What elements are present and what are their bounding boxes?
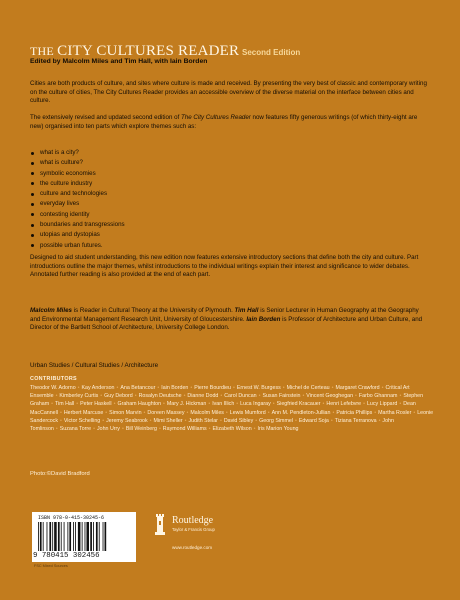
contributor-separator: • xyxy=(219,417,222,424)
second-edition-text-a: The extensively revised and updated second edition of xyxy=(30,114,182,121)
contributor-name: Carol Duncan xyxy=(224,393,257,400)
author-bios-paragraph xyxy=(30,307,430,333)
contributor-name: Martha Rosler xyxy=(378,409,412,416)
editors-line: Edited by Malcolm Miles and Tim Hall, with Iain Borden xyxy=(30,58,208,65)
contributor-name: Theodor W. Adorno xyxy=(30,385,76,391)
contributor-name: Herbert Marcuse xyxy=(63,409,104,416)
second-edition-text-b: now features fifty generous writings (of which thirty-eight are new) organised into ten parts which explore themes such as: xyxy=(30,114,418,130)
contributor-name: Vincent Geoghegan xyxy=(306,393,354,400)
contributor-name: Stephen Graham xyxy=(30,393,424,408)
author-bio-hall: is Senior Lecturer in Human Geography at the Geography and Environmental Management Research Unit, University of Gloucestershire. xyxy=(30,307,419,323)
contributor-separator: • xyxy=(102,417,105,424)
contributor-name: David Sibley xyxy=(223,417,254,424)
edition-label: Second Edition xyxy=(242,48,301,57)
contributor-separator: • xyxy=(121,426,124,433)
contributor-name: Margaret Crawford xyxy=(335,385,380,391)
contributor-name: Pierre Bourdieu xyxy=(194,385,232,391)
contributor-name: Michel de Certeau xyxy=(286,385,330,391)
contributor-name: Doreen Massey xyxy=(147,409,185,416)
contributor-separator: • xyxy=(77,385,80,391)
contributor-name: Iris Marion Young xyxy=(257,426,299,433)
publisher-name: Routledge xyxy=(172,515,214,526)
theme-item: everyday lives xyxy=(30,199,430,209)
theme-item: contesting identity xyxy=(30,210,430,220)
contributor-separator: • xyxy=(378,417,381,424)
contributor-separator: • xyxy=(157,385,160,391)
contributor-separator: • xyxy=(413,409,416,416)
contributor-separator: • xyxy=(149,417,152,424)
title-the: THE xyxy=(30,44,54,58)
contributor-name: Critical Art Ensemble xyxy=(30,385,410,400)
barcode-digits: 9 780415 302456 xyxy=(33,552,100,560)
contributor-separator: • xyxy=(100,393,103,400)
contributor-separator: • xyxy=(255,417,258,424)
contributor-separator: • xyxy=(51,401,53,408)
theme-item: symbolic economies xyxy=(30,169,430,179)
contributor-name: Tim Hall xyxy=(55,401,75,408)
contributor-name: Leonie Sandercock xyxy=(30,409,434,424)
intro-paragraph: Cities are both products of culture, and sites where culture is made and received. By presenting the very best of classic and contemporary writing on the culture of cities, The City Cultures Reader provides an accessible overview of the diverse material on the interface between cities and culture. xyxy=(30,80,427,105)
publisher-url: www.routledge.com xyxy=(172,545,213,550)
contributor-name: Malcolm Miles xyxy=(190,409,224,416)
contributors-heading: CONTRIBUTORS xyxy=(30,376,77,382)
fsc-label: FSC Mixed Sources xyxy=(34,564,68,568)
contributor-name: Ivan Illich xyxy=(212,401,235,408)
subject-categories: Urban Studies / Cultural Studies / Architecture xyxy=(30,362,159,369)
contributor-separator: • xyxy=(184,417,187,424)
author-name-hall: Tim Hall xyxy=(234,307,259,314)
contributor-name: Elizabeth Wilson xyxy=(212,426,252,433)
contributor-separator: • xyxy=(236,401,239,408)
contributor-separator: • xyxy=(93,426,95,433)
book-title-main xyxy=(30,44,239,58)
contributor-name: Susan Fainstein xyxy=(262,393,301,400)
contributor-separator: • xyxy=(113,401,116,408)
contributor-separator: • xyxy=(143,409,146,416)
contributor-name: Kimberley Curtis xyxy=(59,393,99,400)
contributor-separator: • xyxy=(322,401,325,408)
contributor-name: Mary J. Hickman xyxy=(166,401,207,408)
contributor-separator: • xyxy=(272,401,275,408)
theme-item: utopias and dystopias xyxy=(30,230,430,240)
contributor-name: Edward Soja xyxy=(298,417,329,424)
contributor-separator: • xyxy=(330,417,333,424)
contributor-name: Iain Borden xyxy=(161,385,189,391)
contributor-separator: • xyxy=(253,426,256,433)
contributor-separator: • xyxy=(363,401,365,408)
theme-item: what is culture? xyxy=(30,158,430,168)
contributor-name: Luca Ingaray xyxy=(240,401,271,408)
contributor-separator: • xyxy=(282,385,285,391)
contributor-separator: • xyxy=(105,409,108,416)
contributor-name: Patricia Phillips xyxy=(336,409,373,416)
theme-item: possible urban futures. xyxy=(30,241,430,251)
theme-item: the culture industry xyxy=(30,179,430,189)
contributor-separator: • xyxy=(163,401,165,408)
contributor-name: Jeremy Seabrook xyxy=(106,417,148,424)
theme-item: culture and technologies xyxy=(30,189,430,199)
contributor-separator: • xyxy=(399,393,402,400)
second-edition-book-title: The City Cultures Reader xyxy=(181,114,251,121)
contributor-separator: • xyxy=(332,409,335,416)
contributor-name: John Tomlinson xyxy=(30,417,394,433)
publisher-group: Taylor & Francis Group xyxy=(172,527,215,532)
contributor-separator: • xyxy=(233,385,235,391)
contributor-separator: • xyxy=(134,393,137,400)
contributor-name: Tiziana Terranova xyxy=(334,417,377,424)
contributor-name: Ernest W. Burgess xyxy=(236,385,281,391)
contributor-separator: • xyxy=(374,409,377,416)
contributor-name: John Urry xyxy=(97,426,120,433)
contributor-separator: • xyxy=(294,417,297,424)
contributor-name: Raymond Williams xyxy=(162,426,207,433)
theme-item: boundaries and transgressions xyxy=(30,220,430,230)
photo-credit: Photo:©David Bradford xyxy=(30,471,90,477)
contributor-name: Siegfried Kracauer xyxy=(276,401,321,408)
isbn-number: ISBN 978-0-415-30245-6 xyxy=(38,515,105,521)
back-cover xyxy=(30,0,432,600)
contributor-name: Victor Schelling xyxy=(63,417,101,424)
title-main: CITY CULTURES READER xyxy=(57,43,240,59)
contributor-separator: • xyxy=(399,401,402,408)
contributor-separator: • xyxy=(76,401,79,408)
contributor-separator: • xyxy=(190,385,193,391)
contributor-name: Ann M. Pendleton-Jullian xyxy=(271,409,331,416)
contributor-separator: • xyxy=(186,409,189,416)
contributor-separator: • xyxy=(59,417,62,424)
routledge-tower-icon xyxy=(152,514,168,536)
contributor-separator: • xyxy=(55,393,58,400)
contributor-separator: • xyxy=(183,393,186,400)
contributor-name: Lewis Mumford xyxy=(229,409,266,416)
contributor-name: Henri Lefebvre xyxy=(326,401,362,408)
contributor-name: Kay Anderson xyxy=(81,385,115,391)
contributor-separator: • xyxy=(220,393,223,400)
contributor-name: Bill Weinberg xyxy=(125,426,157,433)
contributor-name: Guy Debord xyxy=(104,393,133,400)
author-bio-borden: is Professor of Architecture and Urban Culture, and Director of the Bartlett School of Architecture, University College London. xyxy=(30,315,423,332)
contributor-name: Dean MacCannell xyxy=(30,401,416,416)
contributor-separator: • xyxy=(59,409,62,416)
contributor-name: Dianne Dodd xyxy=(187,393,219,400)
contributor-name: Lucy Lippard xyxy=(366,401,398,408)
contributor-separator: • xyxy=(225,409,228,416)
contributor-separator: • xyxy=(116,385,119,391)
author-name-borden: Iain Borden xyxy=(246,315,281,323)
contributor-separator: • xyxy=(267,409,270,416)
contributor-name: Mimi Sheller xyxy=(153,417,183,424)
barcode-panel xyxy=(32,512,136,562)
contributor-separator: • xyxy=(331,385,334,391)
contributor-separator: • xyxy=(208,401,211,408)
contributors-list xyxy=(30,384,434,433)
author-name-miles: Malcolm Miles xyxy=(30,307,72,314)
contributor-name: Georg Simmel xyxy=(259,417,293,424)
student-aid-paragraph: Designed to aid student understanding, this new edition now features extensive introductory sections that define both the city and culture. Part introductions outline the major themes, whilst introductions to the individual writings explain their interest and significance to wider debates. Annotated further reading is also provided at the end of each part. xyxy=(30,254,419,279)
contributor-name: Suzana Torre xyxy=(59,426,92,433)
second-edition-paragraph xyxy=(30,114,430,131)
barcode-icon xyxy=(38,522,130,551)
contributor-separator: • xyxy=(158,426,161,433)
contributor-separator: • xyxy=(355,393,357,400)
themes-list xyxy=(30,148,430,251)
contributor-name: Ana Betancour xyxy=(120,385,156,391)
contributor-name: Simon Marvin xyxy=(109,409,142,416)
contributor-separator: • xyxy=(55,426,58,433)
contributor-separator: • xyxy=(302,393,305,400)
author-bio-miles: is Reader in Cultural Theory at the University of Plymouth. xyxy=(71,307,235,314)
contributor-name: Graham Haughton xyxy=(117,401,162,408)
contributor-separator: • xyxy=(381,385,384,391)
theme-item: what is a city? xyxy=(30,148,430,158)
contributor-separator: • xyxy=(208,426,211,433)
contributor-name: Peter Haskell xyxy=(80,401,112,408)
contributor-name: Farbo Ghannam xyxy=(358,393,398,400)
contributor-separator: • xyxy=(258,393,261,400)
contributor-name: Judith Stelar xyxy=(188,417,218,424)
contributor-name: Rosalyn Deutsche xyxy=(138,393,182,400)
